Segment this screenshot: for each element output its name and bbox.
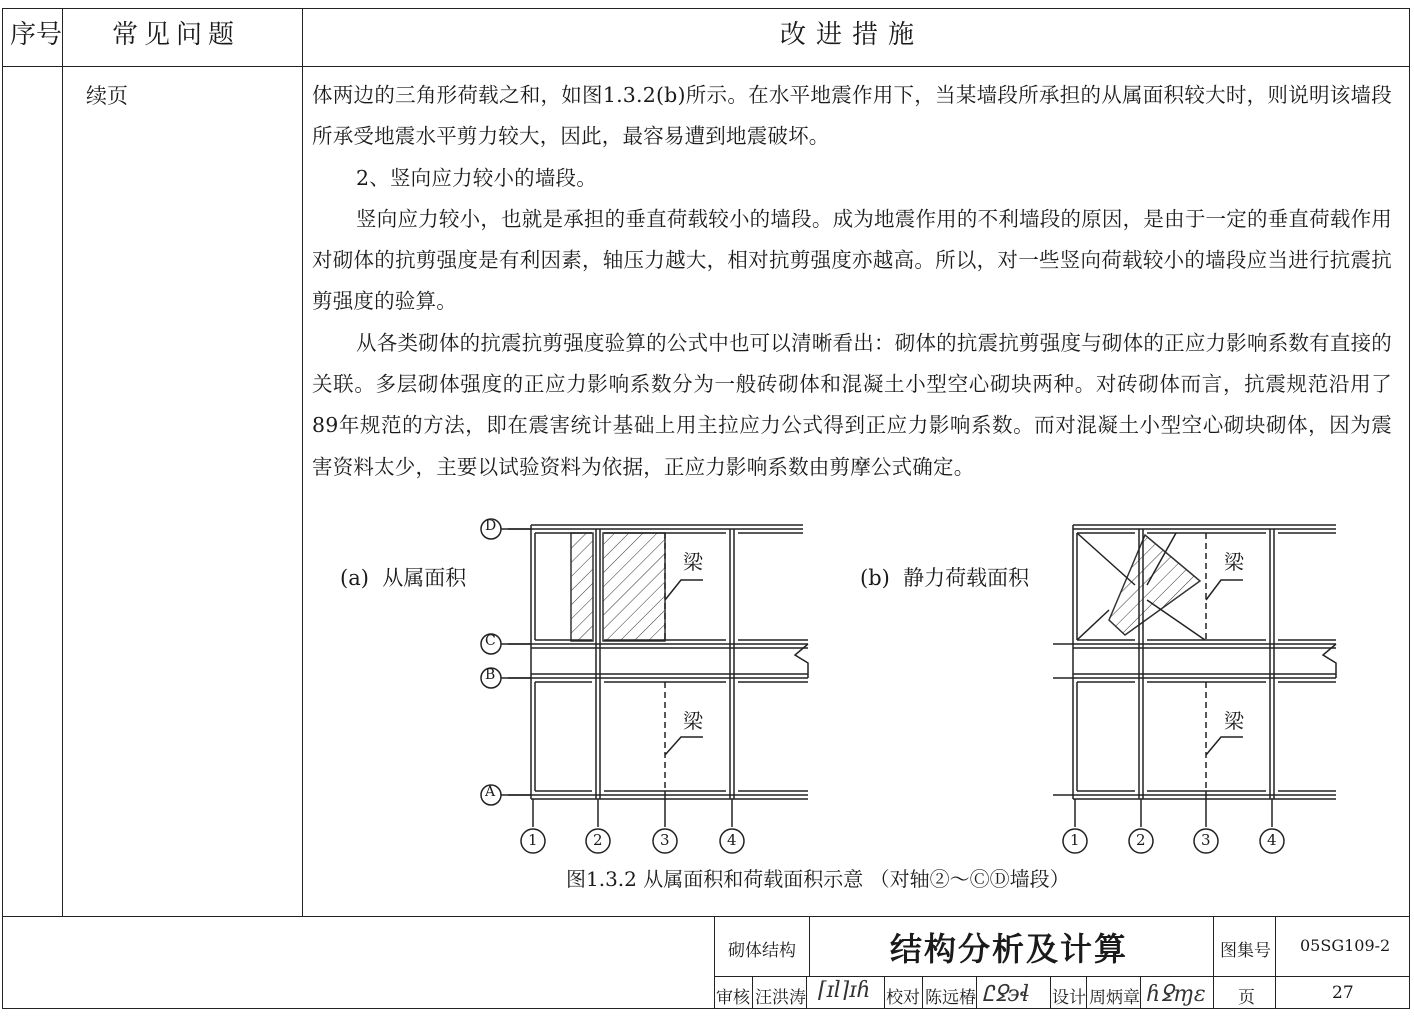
col-axis-2a: 2	[593, 831, 603, 849]
question-text: 续页	[86, 84, 128, 108]
body-bottom	[2, 916, 1410, 917]
axis-label-C: C	[485, 633, 496, 649]
tb-sv1	[752, 976, 753, 1008]
tb-sv8	[1140, 976, 1141, 1008]
col-axis-1b: 1	[1070, 831, 1080, 849]
paragraph-3: 竖向应力较小，也就是承担的垂直荷载较小的墙段。成为地震作用的不利墙段的原因，是由于一定的垂直荷载作用对砌体的抗剪强度是有利因素，轴压力越大，相对抗剪强度亦越高。所以，对一些竖向荷载较小的墙段应当进行抗震抗剪强度的验算。	[312, 206, 1392, 314]
tb-sv4	[922, 976, 923, 1008]
axis-label-D: D	[485, 518, 497, 534]
col-divider-1	[62, 8, 63, 916]
beam-label-a-bottom: 梁	[683, 709, 703, 733]
beam-label-a-top: 梁	[683, 550, 703, 574]
plan-a	[508, 525, 808, 827]
tb-v1	[809, 916, 810, 976]
load-area	[1109, 535, 1200, 635]
tb-v2	[1213, 916, 1214, 1008]
frame-right	[1409, 8, 1410, 1009]
figure-label-a: (a) 从属面积	[340, 566, 467, 590]
header-measures: 改进措施	[780, 20, 925, 50]
tributary-area-right	[603, 533, 665, 641]
frame-top	[2, 8, 1410, 9]
tb-designer: 周炳章	[1089, 988, 1140, 1008]
beam-label-b-bottom: 梁	[1224, 709, 1244, 733]
paragraph-1: 体两边的三角形荷载之和，如图1.3.2(b)所示。在水平地震作用下，当某墙段所承担的从属面积较大时，则说明该墙段所承受地震水平剪力较大，因此，最容易遭到地震破坏。	[312, 83, 1392, 149]
measures-body	[312, 75, 1392, 488]
tb-review-label: 审核	[716, 988, 750, 1008]
paragraph-4: 从各类砌体的抗震抗剪强度验算的公式中也可以清晰看出：砌体的抗震抗剪强度与砌体的正应力影响系数有直接的关联。多层砌体强度的正应力影响系数分为一般砖砌体和混凝土小型空心砌块两种。对砖砌体而言，抗震规范沿用了89年规范的方法，即在震害统计基础上用主拉应力公式得到正应力影响系数。而对混凝土小型空心砌块砌体，因为震害资料太少，主要以试验资料为依据，正应力影响系数由剪摩公式确定。	[312, 330, 1392, 479]
tb-sv6	[1050, 976, 1051, 1008]
tb-title: 结构分析及计算	[890, 930, 1129, 968]
tb-sv5	[976, 976, 977, 1008]
tb-left	[714, 916, 715, 1008]
col-axis-4a: 4	[727, 831, 737, 849]
axis-label-A: A	[485, 784, 496, 800]
beam-label-b-top: 梁	[1224, 550, 1244, 574]
header-problem: 常见问题	[112, 20, 241, 50]
header-divider	[2, 66, 1410, 67]
tb-v3	[1275, 916, 1276, 1008]
tb-check-label: 校对	[886, 988, 920, 1008]
tb-sv7	[1086, 976, 1087, 1008]
col-axis-3b: 3	[1201, 831, 1211, 849]
frame-bottom	[2, 1008, 1410, 1009]
col-axis-2b: 2	[1136, 831, 1146, 849]
tb-category: 砌体结构	[728, 941, 796, 961]
tributary-area-left	[571, 533, 593, 641]
tb-sv2	[806, 976, 807, 1008]
figure-label-b: (b) 静力荷载面积	[860, 566, 1030, 590]
header-seq: 序号	[10, 20, 63, 50]
figure-caption: 图1.3.2 从属面积和荷载面积示意 （对轴②～ⒸⒹ墙段）	[566, 867, 1070, 891]
frame-left	[2, 8, 3, 1009]
tb-sv3	[884, 976, 885, 1008]
tb-checker: 陈远椿	[925, 988, 976, 1008]
tb-checker-signature: Ꮭꝿ϶ɬ	[982, 982, 1030, 1007]
col-axis-4b: 4	[1267, 831, 1277, 849]
tb-page-label: 页	[1238, 988, 1255, 1008]
tb-page-no: 27	[1332, 983, 1354, 1003]
tb-mid	[714, 976, 1410, 977]
tb-reviewer-signature: ⌈ɪl⌉ɪɦ	[818, 978, 871, 1003]
tb-design-label: 设计	[1052, 988, 1086, 1008]
plan-b	[1053, 525, 1336, 827]
col-axis-3a: 3	[660, 831, 670, 849]
tb-atlas-no: 05SG109-2	[1300, 936, 1391, 955]
tb-reviewer: 汪洪涛	[755, 988, 806, 1008]
tb-designer-signature: ɦꝿɱɛ	[1146, 982, 1206, 1007]
tb-atlas-label: 图集号	[1220, 941, 1271, 961]
col-axis-1a: 1	[528, 831, 538, 849]
axis-label-B: B	[485, 667, 496, 683]
paragraph-2: 2、竖向应力较小的墙段。	[356, 165, 597, 190]
